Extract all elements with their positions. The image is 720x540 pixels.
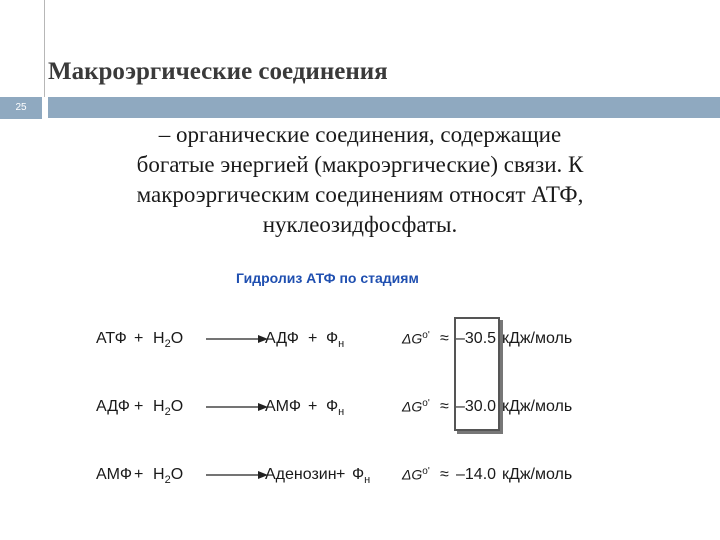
delta-g-symbol: $\Delta G^{o'}$	[402, 330, 430, 347]
plus-sign: +	[134, 330, 144, 347]
reaction-arrow-icon	[206, 400, 268, 414]
product: Аденозин	[265, 466, 337, 483]
reaction-row	[0, 466, 720, 496]
reactant: АДФ	[96, 398, 130, 415]
energy-value: –14.0	[456, 466, 497, 483]
energy-unit: кДж/моль	[502, 398, 573, 415]
approx-sign: ≈	[440, 330, 449, 347]
reaction-row	[0, 330, 720, 360]
title-divider-line	[44, 0, 45, 97]
plus-sign: +	[308, 398, 318, 415]
phosphate: $Ф_н$	[326, 330, 345, 351]
water-formula: $H_2O$	[153, 466, 184, 487]
water-formula: $H_2O$	[153, 330, 184, 351]
slide-title: Макроэргические соединения	[48, 58, 388, 85]
slide-number: 25	[0, 97, 42, 119]
approx-sign: ≈	[440, 398, 449, 415]
phosphate: $Ф_н$	[326, 398, 345, 419]
energy-unit: кДж/моль	[502, 330, 573, 347]
delta-g-symbol: $\Delta G^{o'}$	[402, 398, 430, 415]
approx-sign: ≈	[440, 466, 449, 483]
title-rule-bar	[48, 97, 720, 118]
energy-unit: кДж/моль	[502, 466, 573, 483]
delta-g-symbol: $\Delta G^{o'}$	[402, 466, 430, 483]
energy-value: –30.0	[456, 398, 497, 415]
energy-value: –30.5	[456, 330, 497, 347]
figure-title: Гидролиз АТФ по стадиям	[236, 270, 419, 286]
water-formula: $H_2O$	[153, 398, 184, 419]
reaction-row	[0, 398, 720, 428]
plus-sign: +	[134, 398, 144, 415]
plus-sign: +	[134, 466, 144, 483]
plus-sign: +	[308, 330, 318, 347]
body-line: нуклеозидфосфаты.	[262, 212, 458, 237]
slide-body-text	[40, 120, 680, 240]
body-line: – органические соединения, содержащие	[158, 122, 562, 147]
body-line: макроэргическим соединениям относят АТФ,	[136, 182, 584, 207]
reaction-arrow-icon	[206, 468, 268, 482]
reactant: АМФ	[96, 466, 132, 483]
body-line: богатые энергией (макроэргические) связи. К	[136, 152, 584, 177]
reaction-arrow-icon	[206, 332, 268, 346]
reactant: АТФ	[96, 330, 127, 347]
product: АМФ	[265, 398, 301, 415]
product: АДФ	[265, 330, 299, 347]
phosphate: $Ф_н$	[352, 466, 371, 487]
plus-sign: +	[336, 466, 346, 483]
